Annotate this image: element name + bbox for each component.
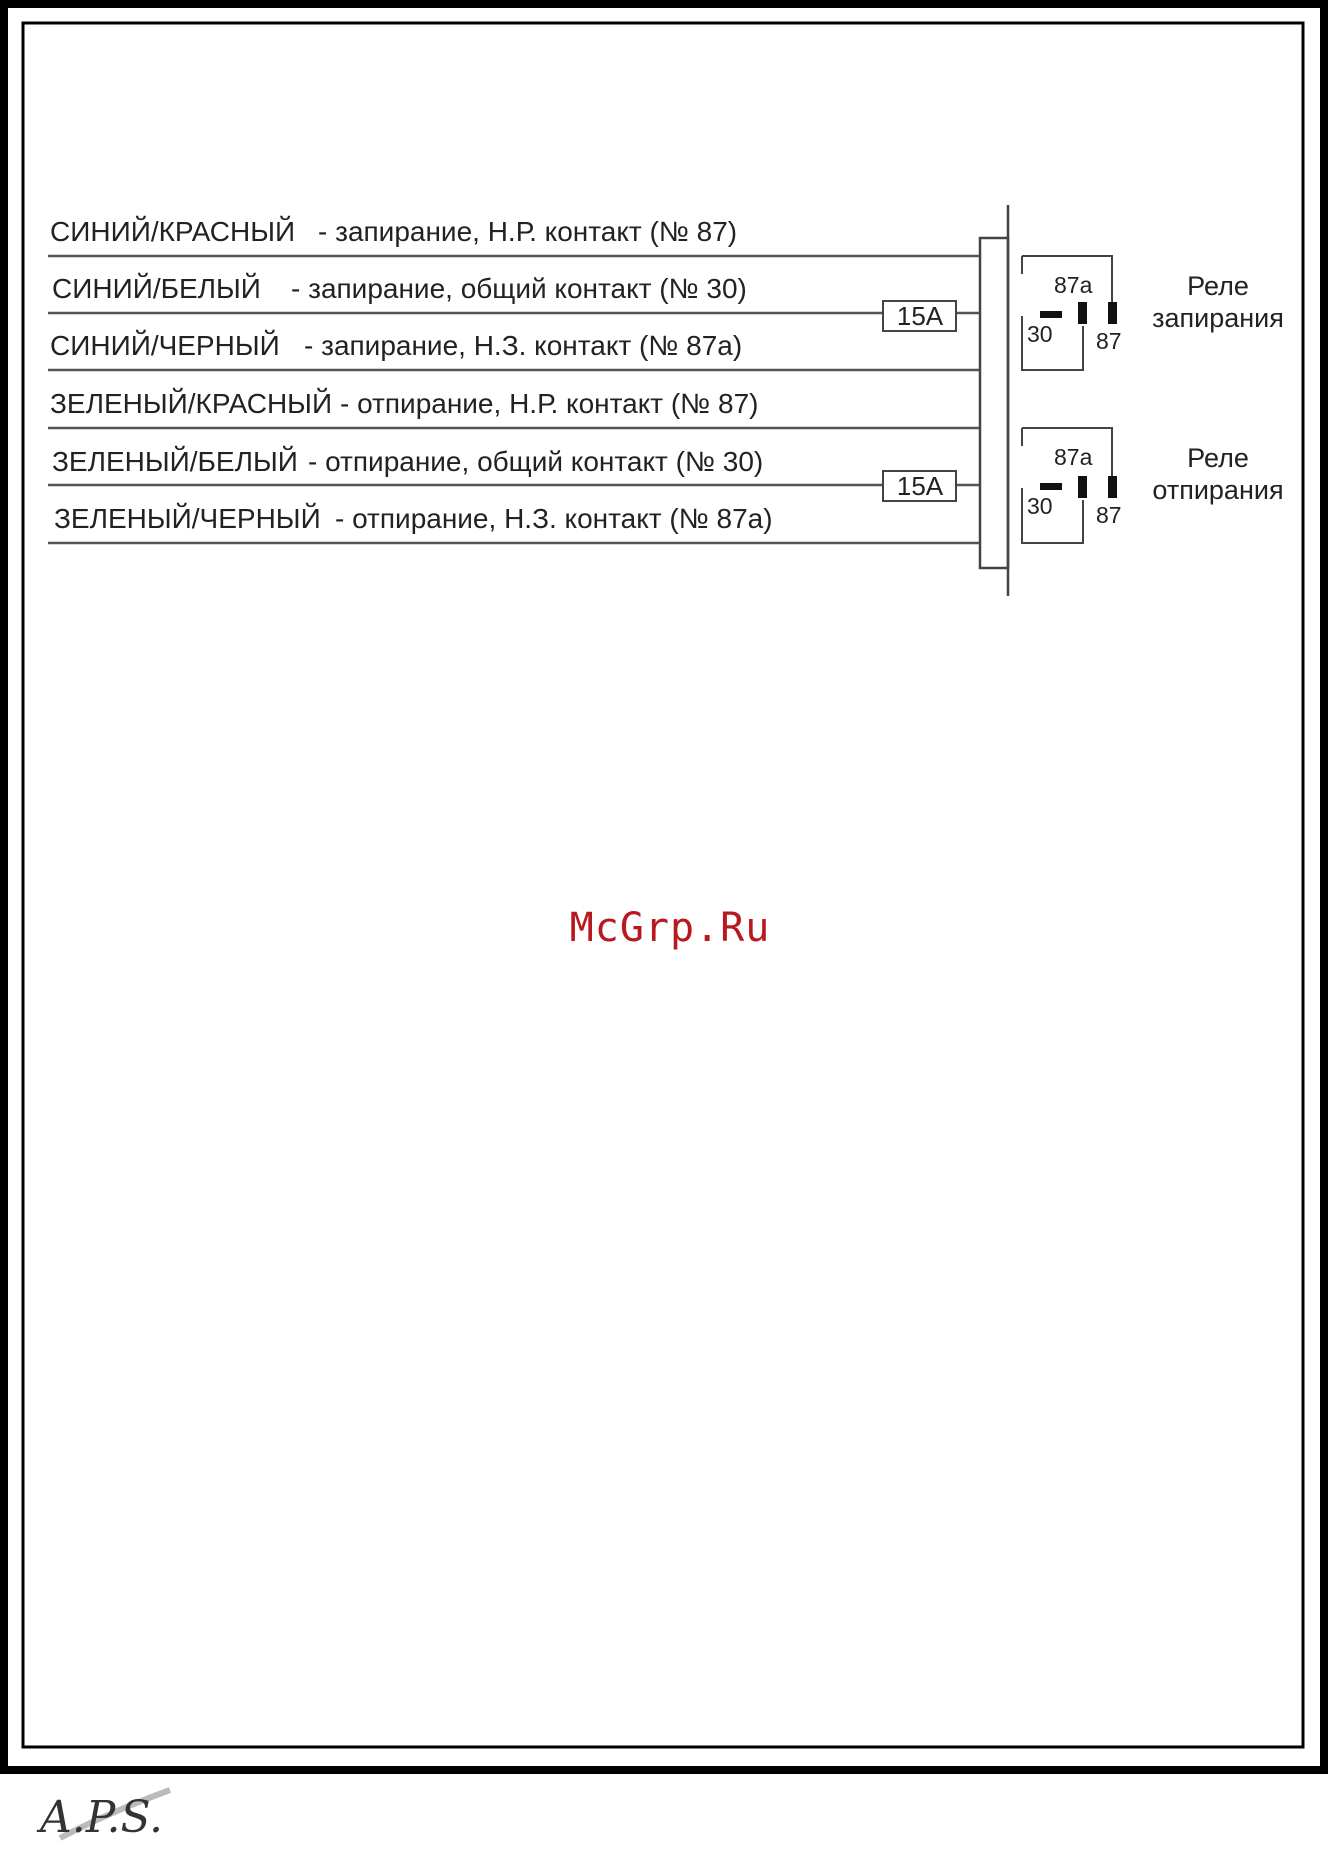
fuse-label-1: 15А <box>896 301 944 331</box>
aps-logo: A.P.S. <box>40 1792 163 1843</box>
wire-name-2: СИНИЙ/БЕЛЫЙ <box>52 273 261 304</box>
wire-name-5: ЗЕЛЕНЫЙ/БЕЛЫЙ <box>52 446 298 477</box>
relay2-title-line1: Реле <box>1187 443 1249 473</box>
relay2-contact-30 <box>1040 483 1062 490</box>
relay2-title <box>1148 442 1288 506</box>
relay1-contact-87a <box>1078 302 1087 324</box>
relay2-pin-87a: 87a <box>1054 444 1093 470</box>
connector-block <box>980 238 1008 568</box>
relay1-title-line1: Реле <box>1187 271 1249 301</box>
relay1-contact-87 <box>1108 302 1117 324</box>
relay1-pin-87: 87 <box>1096 328 1122 354</box>
page-border-outer <box>4 4 1324 1770</box>
wire-name-3: СИНИЙ/ЧЕРНЫЙ <box>50 330 280 361</box>
wire-name-6: ЗЕЛЕНЫЙ/ЧЕРНЫЙ <box>54 503 321 534</box>
wire-name-4: ЗЕЛЕНЫЙ/КРАСНЫЙ <box>50 388 333 419</box>
relay2-title-line2: отпирания <box>1152 475 1284 505</box>
wire-desc-1: - запирание, Н.Р. контакт (№ 87) <box>318 216 738 247</box>
watermark: McGrp.Ru <box>569 905 771 951</box>
wire-desc-3: - запирание, Н.З. контакт (№ 87а) <box>304 330 743 361</box>
wire-desc-4: - отпирание, Н.Р. контакт (№ 87) <box>340 388 759 419</box>
wire-desc-5: - отпирание, общий контакт (№ 30) <box>308 446 764 477</box>
relay1-contact-30 <box>1040 311 1062 318</box>
relay1-title-line2: запирания <box>1152 303 1284 333</box>
relay2-pin-87: 87 <box>1096 502 1122 528</box>
wire-name-1: СИНИЙ/КРАСНЫЙ <box>50 216 296 247</box>
fuse-label-2: 15А <box>896 471 944 501</box>
relay2-contact-87a <box>1078 476 1087 498</box>
relay1-pin-30: 30 <box>1027 321 1053 347</box>
relay1-pin-87a: 87a <box>1054 272 1093 298</box>
wire-desc-6: - отпирание, Н.З. контакт (№ 87а) <box>335 503 773 534</box>
relay1-title <box>1148 270 1288 334</box>
wire-desc-2: - запирание, общий контакт (№ 30) <box>291 273 747 304</box>
relay2-pin-30: 30 <box>1027 493 1053 519</box>
relay2-contact-87 <box>1108 476 1117 498</box>
